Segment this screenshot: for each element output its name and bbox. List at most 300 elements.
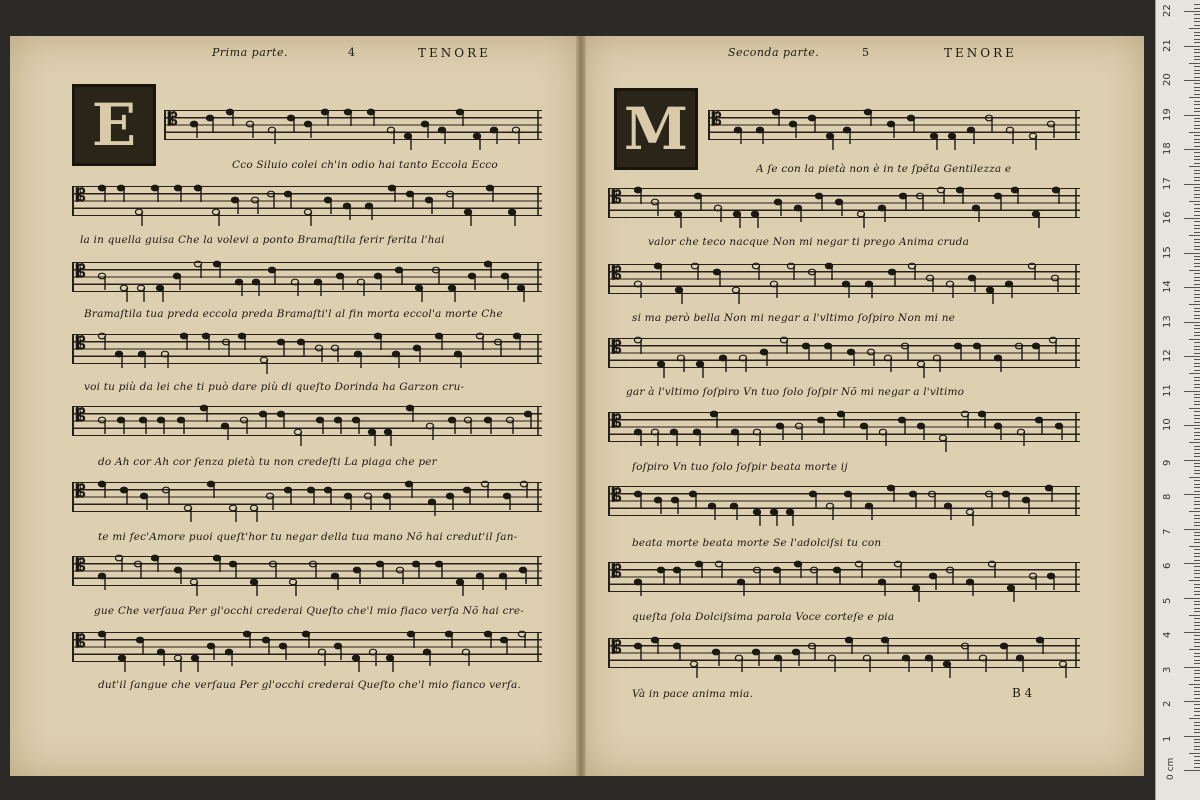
music-note — [304, 121, 311, 138]
ruler-tick — [1194, 760, 1200, 761]
music-note — [808, 115, 815, 132]
ruler-tick — [1194, 677, 1200, 678]
ruler-tick — [1194, 83, 1200, 84]
ruler-tick — [1189, 339, 1200, 340]
ruler-tick — [1194, 680, 1200, 681]
lyric-right-5: ſoſpiro Vn tuo ſolo ſoſpir beata morte ij — [632, 461, 848, 473]
notes-right-8 — [608, 632, 1080, 668]
ruler-tick — [1194, 767, 1200, 768]
music-note — [824, 343, 831, 360]
ruler-tick — [1189, 28, 1200, 29]
ruler-tick — [1194, 194, 1200, 195]
ruler-tick — [1189, 615, 1200, 616]
ruler-unit-label: 0 cm — [1166, 757, 1176, 780]
music-note — [1022, 497, 1029, 514]
music-note — [136, 637, 143, 654]
ruler-tick — [1189, 97, 1200, 98]
music-note — [238, 333, 245, 350]
ruler-tick — [1194, 404, 1200, 405]
music-note — [844, 491, 851, 508]
ruler-tick — [1194, 228, 1200, 229]
ruler-tick — [1194, 384, 1200, 385]
ruler-tick — [1194, 380, 1200, 381]
music-note — [776, 423, 783, 440]
music-note — [1055, 423, 1062, 440]
notes-left-4 — [72, 328, 542, 364]
music-note — [634, 337, 641, 354]
ruler-tick — [1194, 556, 1200, 557]
ruler-tick — [1194, 673, 1200, 674]
music-note — [673, 643, 680, 660]
music-note — [117, 417, 124, 434]
staff-left-7: 𝄡 — [72, 550, 542, 586]
notes-right-2 — [608, 182, 1080, 218]
music-note — [157, 417, 164, 434]
music-note — [917, 423, 924, 440]
ruler-number: 6 — [1162, 562, 1173, 569]
ruler-tick — [1194, 353, 1200, 354]
ruler-tick — [1194, 542, 1200, 543]
lyric-right-8: Và in pace anima mia. — [632, 688, 754, 700]
ruler-tick — [1194, 90, 1200, 91]
music-note — [994, 193, 1001, 210]
music-note — [486, 185, 493, 202]
notes-right-6 — [608, 480, 1080, 516]
ruler-tick — [1189, 235, 1200, 236]
music-note — [833, 567, 840, 584]
ruler-tick — [1194, 139, 1200, 140]
ruler-tick — [1194, 639, 1200, 640]
ruler-tick — [1194, 470, 1200, 471]
music-note — [98, 631, 105, 648]
ruler-tick — [1194, 573, 1200, 574]
notes-left-3 — [72, 256, 542, 292]
ruler-tick — [1184, 425, 1200, 426]
ruler-tick — [1194, 560, 1200, 561]
music-note — [835, 199, 842, 216]
ruler-tick — [1194, 466, 1200, 467]
music-note — [794, 561, 801, 578]
ruler-tick — [1194, 349, 1200, 350]
music-note — [908, 263, 915, 280]
lyric-right-7: queſta ſola Dolciſsima parola Voce corteſe e pia — [632, 611, 895, 623]
music-note — [855, 561, 862, 578]
ruler-tick — [1194, 294, 1200, 295]
music-note — [268, 267, 275, 284]
music-note — [324, 487, 331, 504]
ruler-tick — [1194, 190, 1200, 191]
ruler-tick — [1194, 242, 1200, 243]
music-note — [213, 555, 220, 572]
ruler-tick — [1184, 632, 1200, 633]
music-note — [463, 487, 470, 504]
ruler-tick — [1189, 718, 1200, 719]
ruler-tick — [1184, 322, 1200, 323]
music-note — [518, 631, 525, 648]
ruler-tick — [1194, 584, 1200, 585]
music-note — [792, 649, 799, 666]
ruler-tick — [1194, 401, 1200, 402]
staff-right-6: 𝄡 — [608, 480, 1080, 516]
music-note — [98, 481, 105, 498]
notes-right-1 — [708, 104, 1080, 140]
music-note — [421, 121, 428, 138]
lyric-left-8: dut'il ſangue che verſaua Per gl'occhi crederai Queſto che'l mio fianco verſa. — [98, 679, 521, 691]
music-note — [695, 561, 702, 578]
music-note — [353, 567, 360, 584]
ruler-tick — [1194, 204, 1200, 205]
ruler-tick — [1194, 335, 1200, 336]
ruler-tick — [1184, 391, 1200, 392]
ruler-number: 19 — [1162, 107, 1173, 121]
ruler-tick — [1194, 587, 1200, 588]
ruler-tick — [1194, 691, 1200, 692]
music-note — [115, 555, 122, 572]
ruler-tick — [1194, 411, 1200, 412]
music-note — [251, 197, 258, 214]
music-note — [406, 405, 413, 422]
ruler-tick — [1189, 201, 1200, 202]
ruler-tick — [1194, 42, 1200, 43]
music-note — [954, 343, 961, 360]
music-note — [956, 187, 963, 204]
music-note — [307, 487, 314, 504]
ruler-tick — [1194, 732, 1200, 733]
lyric-right-2: valor che teco nacque Non mi negar ti prego Anima cruda — [648, 236, 970, 248]
music-note — [689, 491, 696, 508]
ruler-tick — [1194, 59, 1200, 60]
ruler-number: 12 — [1162, 349, 1173, 362]
ruler-tick — [1194, 273, 1200, 274]
ruler-number: 17 — [1162, 176, 1173, 190]
music-note — [207, 481, 214, 498]
music-note — [654, 263, 661, 280]
music-note — [916, 193, 923, 210]
music-note — [316, 417, 323, 434]
ruler-tick — [1194, 94, 1200, 95]
music-note — [284, 191, 291, 208]
ruler-tick — [1189, 442, 1200, 443]
music-note — [691, 263, 698, 280]
ruler-tick — [1194, 249, 1200, 250]
ruler-tick — [1194, 18, 1200, 19]
music-note — [817, 417, 824, 434]
music-note — [468, 273, 475, 290]
music-note — [752, 263, 759, 280]
music-note — [651, 199, 658, 216]
ruler-number: 4 — [1162, 631, 1173, 638]
ruler-tick — [1194, 256, 1200, 257]
lyric-right-1: A ſe con la pietà non è in te ſpẽta Gentilezza e — [756, 163, 1012, 175]
staff-right-1: 𝄡 — [708, 104, 1080, 140]
music-note — [988, 561, 995, 578]
ruler-tick — [1194, 453, 1200, 454]
ruler-tick — [1194, 518, 1200, 519]
music-note — [267, 191, 274, 208]
notes-right-3 — [608, 258, 1080, 294]
ruler-tick — [1194, 439, 1200, 440]
notes-left-1 — [164, 104, 542, 140]
ruler-tick — [1189, 132, 1200, 133]
ruler-tick — [1194, 566, 1200, 567]
music-note — [864, 109, 871, 126]
music-note — [190, 121, 197, 138]
ruler-tick — [1194, 170, 1200, 171]
ruler-tick — [1184, 529, 1200, 530]
music-note — [334, 643, 341, 660]
ruler-number: 9 — [1162, 459, 1173, 466]
ruler-tick — [1194, 601, 1200, 602]
ruler-tick — [1194, 87, 1200, 88]
ruler-tick — [1194, 239, 1200, 240]
ruler-tick — [1194, 756, 1200, 757]
ruler-tick — [1184, 115, 1200, 116]
ruler-tick — [1194, 415, 1200, 416]
ruler-number: 5 — [1162, 597, 1173, 604]
music-note — [413, 345, 420, 362]
music-note — [321, 109, 328, 126]
music-note — [1029, 573, 1036, 590]
music-note — [651, 637, 658, 654]
lyric-left-5: do Ah cor Ah cor ſenza pietà tu non credeſti La piaga che per — [98, 456, 437, 468]
book-gutter — [576, 36, 586, 776]
staff-right-2: 𝄡 — [608, 182, 1080, 218]
music-note — [654, 497, 661, 514]
notes-left-6 — [72, 476, 542, 512]
ruler-tick — [1194, 508, 1200, 509]
music-note — [425, 197, 432, 214]
right-voice-title: TENORE — [944, 46, 1017, 60]
ruler-tick — [1194, 729, 1200, 730]
music-note — [715, 561, 722, 578]
ruler-tick — [1184, 770, 1200, 771]
ruler-tick — [1194, 629, 1200, 630]
music-note — [243, 631, 250, 648]
ruler-tick — [1194, 366, 1200, 367]
music-note — [98, 333, 105, 350]
staff-right-5: 𝄡 — [608, 406, 1080, 442]
music-note — [1015, 343, 1022, 360]
ruler-tick — [1194, 539, 1200, 540]
ruler-tick — [1184, 667, 1200, 668]
ruler-number: 21 — [1162, 38, 1173, 52]
ruler-tick — [1194, 491, 1200, 492]
ruler-tick — [1189, 373, 1200, 374]
staff-left-3: 𝄡 — [72, 256, 542, 292]
ruler-tick — [1194, 280, 1200, 281]
music-note — [808, 643, 815, 660]
music-note — [432, 267, 439, 284]
staff-right-7: 𝄡 — [608, 556, 1080, 592]
ruler-tick — [1194, 135, 1200, 136]
ruler-tick — [1194, 746, 1200, 747]
ruler-tick — [1194, 108, 1200, 109]
music-note — [344, 109, 351, 126]
staff-left-1: 𝄡 — [164, 104, 542, 140]
signature-mark: B 4 — [1012, 686, 1033, 700]
ruler-tick — [1194, 159, 1200, 160]
ruler-tick — [1194, 549, 1200, 550]
music-note — [802, 343, 809, 360]
ruler-number: 13 — [1162, 314, 1173, 328]
ruler-tick — [1194, 173, 1200, 174]
music-note — [315, 345, 322, 362]
music-note — [405, 481, 412, 498]
ruler-tick — [1189, 408, 1200, 409]
ruler-tick — [1194, 570, 1200, 571]
music-note — [713, 269, 720, 286]
music-note — [926, 275, 933, 292]
ruler-tick — [1194, 52, 1200, 53]
right-page-number: 5 — [862, 46, 870, 59]
music-note — [634, 643, 641, 660]
music-note — [501, 273, 508, 290]
ruler-tick — [1194, 328, 1200, 329]
music-note — [657, 567, 664, 584]
ruler-tick — [1194, 604, 1200, 605]
ruler-tick — [1194, 456, 1200, 457]
ruler-tick — [1194, 711, 1200, 712]
ruler-tick — [1194, 473, 1200, 474]
music-note — [973, 343, 980, 360]
staff-right-4: 𝄡 — [608, 332, 1080, 368]
music-note — [476, 333, 483, 350]
music-note — [520, 481, 527, 498]
ruler-tick — [1184, 701, 1200, 702]
ruler-tick — [1194, 39, 1200, 40]
music-note — [752, 649, 759, 666]
ruler-tick — [1194, 694, 1200, 695]
music-note — [222, 339, 229, 356]
music-note — [484, 631, 491, 648]
ruler-tick — [1194, 208, 1200, 209]
music-note — [352, 417, 359, 434]
music-note — [174, 567, 181, 584]
ruler-tick — [1194, 187, 1200, 188]
ruler-number: 11 — [1162, 383, 1173, 397]
music-note — [1049, 337, 1056, 354]
music-note — [200, 405, 207, 422]
music-note — [1032, 343, 1039, 360]
left-part-title: Prima parte. — [212, 46, 288, 59]
music-note — [985, 115, 992, 132]
music-note — [985, 491, 992, 508]
music-note — [894, 561, 901, 578]
music-note — [206, 115, 213, 132]
staff-left-8: 𝄡 — [72, 626, 542, 662]
lyric-right-6: beata morte beata morte Se l'adolciſsi tu con — [632, 537, 882, 549]
ruler-tick — [1194, 642, 1200, 643]
ruler-tick — [1194, 301, 1200, 302]
music-note — [1051, 275, 1058, 292]
ruler-tick — [1189, 684, 1200, 685]
ruler-tick — [1194, 180, 1200, 181]
music-note — [180, 333, 187, 350]
music-note — [367, 109, 374, 126]
music-note — [887, 485, 894, 502]
music-note — [503, 493, 510, 510]
music-note — [774, 199, 781, 216]
ruler-tick — [1194, 35, 1200, 36]
music-note — [815, 193, 822, 210]
left-voice-title: TENORE — [418, 46, 491, 60]
music-note — [435, 333, 442, 350]
music-note — [456, 109, 463, 126]
ruler-tick — [1194, 232, 1200, 233]
music-note — [344, 493, 351, 510]
music-note — [524, 411, 531, 428]
ruler-tick — [1184, 80, 1200, 81]
ruler-number: 7 — [1162, 528, 1173, 535]
ruler-tick — [1194, 363, 1200, 364]
ruler-tick — [1184, 253, 1200, 254]
ruler-tick — [1184, 218, 1200, 219]
ruler-tick — [1189, 63, 1200, 64]
music-note — [484, 417, 491, 434]
music-note — [134, 561, 141, 578]
music-note — [364, 493, 371, 510]
music-note — [1002, 491, 1009, 508]
music-note — [710, 411, 717, 428]
ruler-tick — [1194, 73, 1200, 74]
ruler-tick — [1194, 525, 1200, 526]
music-note — [673, 567, 680, 584]
music-note — [860, 423, 867, 440]
ruler-tick — [1194, 660, 1200, 661]
music-note — [140, 493, 147, 510]
music-note — [929, 573, 936, 590]
ruler-tick — [1184, 563, 1200, 564]
music-note — [907, 115, 914, 132]
music-note — [177, 417, 184, 434]
music-note — [374, 273, 381, 290]
ruler-tick — [1194, 553, 1200, 554]
music-note — [795, 423, 802, 440]
ruler-number: 10 — [1162, 418, 1173, 431]
ruler-tick — [1194, 422, 1200, 423]
music-note — [334, 417, 341, 434]
music-note — [634, 187, 641, 204]
music-note — [1036, 637, 1043, 654]
ruler-tick — [1194, 504, 1200, 505]
ruler-tick — [1194, 101, 1200, 102]
staff-left-2: 𝄡 — [72, 180, 542, 216]
music-note — [226, 109, 233, 126]
ruler-tick — [1194, 497, 1200, 498]
staff-right-3: 𝄡 — [608, 258, 1080, 294]
ruler-tick — [1194, 449, 1200, 450]
ruler-tick — [1194, 77, 1200, 78]
music-note — [412, 561, 419, 578]
music-note — [266, 493, 273, 510]
music-note — [277, 411, 284, 428]
lyric-left-6: te mi fec'Amore puoi queſt'hor tu negar della tua mano Nõ hai credut'il ſan- — [98, 531, 518, 543]
music-note — [1011, 187, 1018, 204]
ruler-tick — [1194, 263, 1200, 264]
notes-right-7 — [608, 556, 1080, 592]
ruler-tick — [1194, 435, 1200, 436]
lyric-left-7: gue Che verſaua Per gl'occhi crederai Queſto che'l mio fiaco verſa Nõ hai cre- — [94, 605, 525, 617]
ruler-tick — [1189, 546, 1200, 547]
music-note — [1028, 263, 1035, 280]
music-note — [269, 561, 276, 578]
ruler-tick — [1194, 284, 1200, 285]
music-note — [446, 493, 453, 510]
ruler-tick — [1184, 149, 1200, 150]
ruler-tick — [1194, 266, 1200, 267]
music-note — [968, 275, 975, 292]
music-note — [901, 343, 908, 360]
